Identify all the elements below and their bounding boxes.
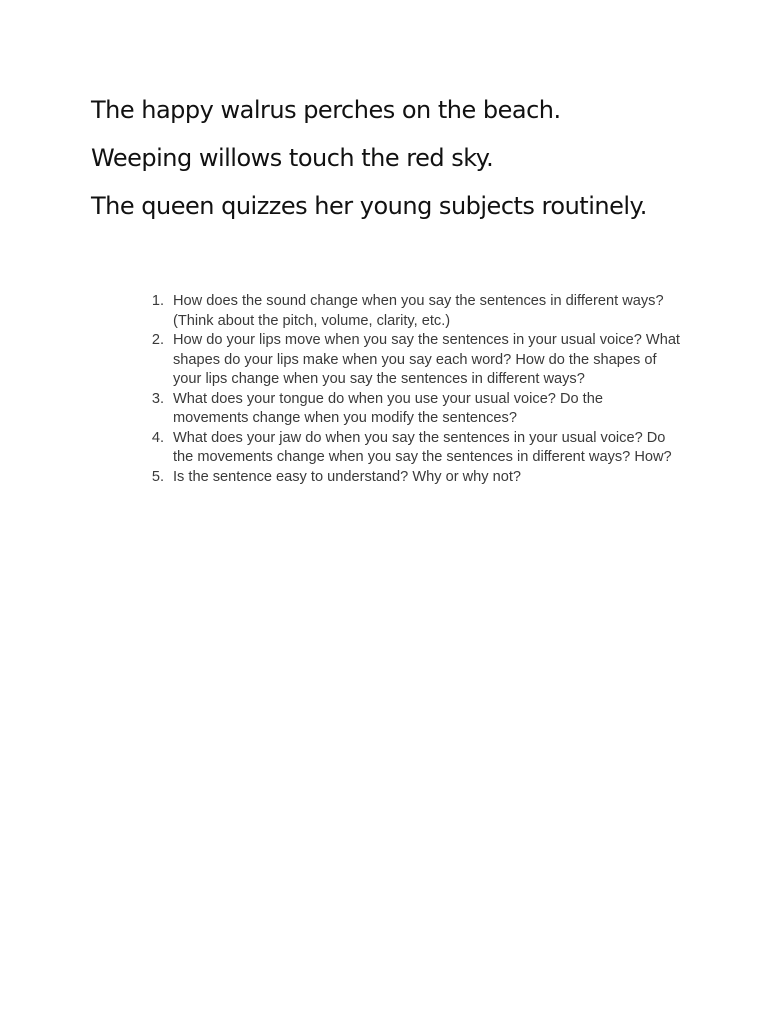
question-number: 4. — [151, 429, 164, 446]
question-item — [140, 468, 680, 488]
question-text: What does your tongue do when you use your usual voice? Do the movements change when you modify the sentences? — [173, 390, 603, 426]
question-text: Is the sentence easy to understand? Why or why not? — [173, 468, 522, 485]
question-number: 3. — [151, 390, 164, 407]
question-number: 5. — [151, 468, 164, 485]
question-number: 2. — [151, 332, 164, 348]
practice-sentence: Weeping willows touch the red sky. — [91, 144, 494, 172]
question-text: What does your jaw do when you say the sentences in your usual voice? Do the movements change when you say the sentences in different ways? How? — [173, 429, 672, 465]
question-item — [140, 292, 680, 331]
question-number: 1. — [151, 293, 164, 309]
question-item — [140, 429, 680, 468]
practice-sentence: The happy walrus perches on the beach. — [91, 96, 561, 124]
practice-sentence: The queen quizzes her young subjects routinely. — [91, 192, 647, 220]
question-text: How do your lips move when you say the sentences in your usual voice? What shapes do your lips make when you say each word? How do the shapes of your lips change when you say the sentences in different ways? — [173, 332, 680, 387]
practice-sentences — [91, 92, 731, 236]
question-item — [140, 331, 680, 390]
question-list — [140, 292, 680, 487]
question-item — [140, 390, 680, 429]
question-text: How does the sound change when you say the sentences in different ways? (Think about the pitch, volume, clarity, etc.) — [173, 293, 664, 329]
